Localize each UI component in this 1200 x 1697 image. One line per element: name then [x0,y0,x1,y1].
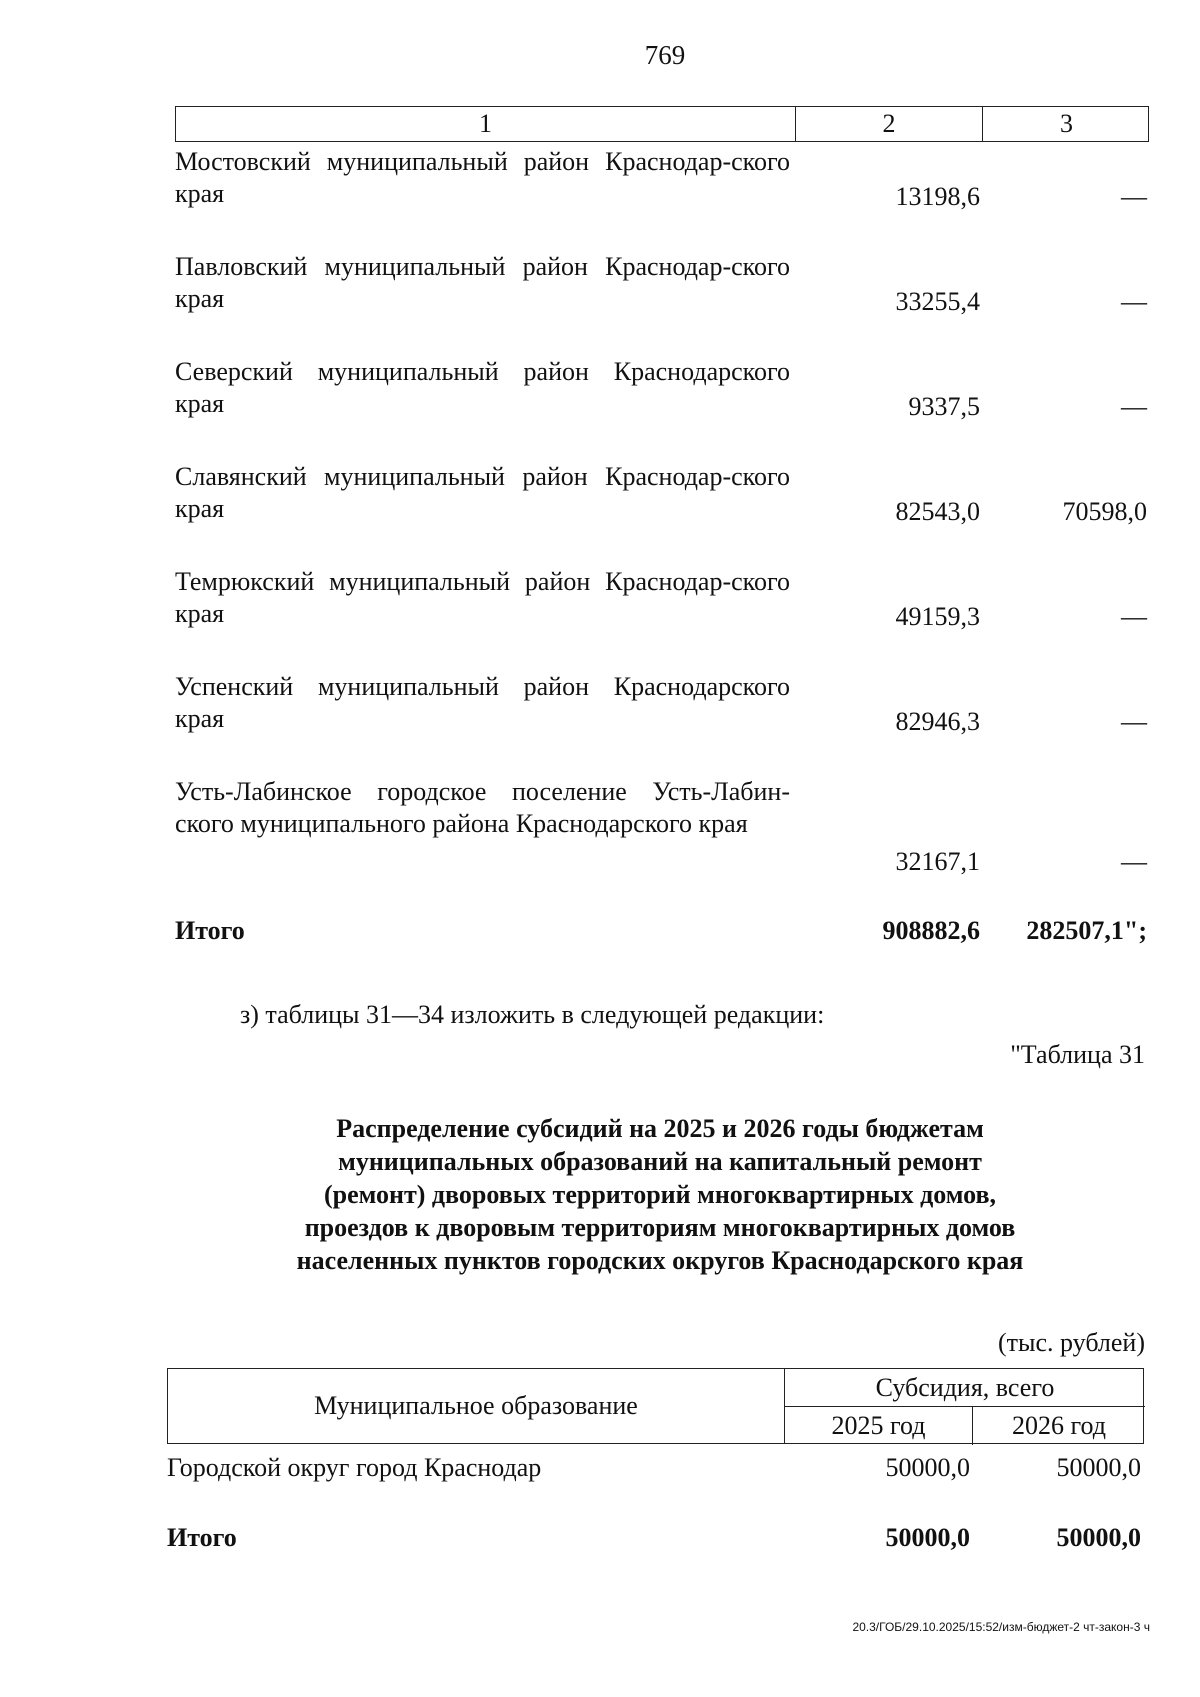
table2-header-year1: 2025 год [785,1407,973,1445]
table1-row-name: Северский муниципальный район Краснодарского края [175,357,790,418]
table1-row-value-col2: 32167,1 [895,847,980,876]
table1-row-value-col2: 82543,0 [895,497,980,526]
table1-total-col3: 282507,1"; [1026,916,1147,945]
table1-row-value-col3: — [1121,707,1147,736]
table1-header-col3: 3 [1060,109,1073,138]
table1-header-col2: 2 [796,107,983,141]
table-title [200,1112,1120,1277]
table1-total-label: Итого [175,916,245,945]
table2-row-year1: 50000,0 [885,1453,970,1482]
table1-row-value-col2: 13198,6 [895,182,980,211]
title-line: проездов к дворовым территориям многоквартирных домов [304,1213,1016,1242]
instruction-paragraph: з) таблицы 31—34 изложить в следующей редакции: [240,1000,825,1029]
table1-row-name: Успенский муниципальный район Краснодарского края [175,672,790,733]
table1-row-value-col2: 49159,3 [895,602,980,631]
table1-row-value-col2: 9337,5 [908,392,980,421]
title-line: Распределение субсидий на 2025 и 2026 годы бюджетам [336,1114,984,1143]
table2-total-year2: 50000,0 [1056,1523,1141,1552]
table1-row-value-col2: 82946,3 [895,707,980,736]
table2-total-year1: 50000,0 [885,1523,970,1552]
table1-header-col1: 1 [176,107,796,141]
table1-row-value-col2: 33255,4 [895,287,980,316]
table2-total-label: Итого [167,1523,237,1552]
table1-row-name: Славянский муниципальный район Краснодар-ского края [175,462,790,523]
table2-row-name: Городской округ город Краснодар [167,1453,542,1482]
table1-header [175,106,1149,142]
table1-row-value-col3: — [1121,602,1147,631]
units-label: (тыс. рублей) [997,1328,1145,1357]
document-code: 20.3/ГОБ/29.10.2025/15:52/изм-бюджет-2 чт-закон-3 ч [852,1620,1150,1634]
table1-row-value-col3: — [1121,847,1147,876]
table1-row-value-col3: — [1121,392,1147,421]
table1-row-name: Усть-Лабинское городское поселение Усть-Лабин-ского муниципального района Краснодарского края [175,777,790,838]
table-number-label: "Таблица 31 [1010,1040,1145,1069]
title-line: (ремонт) дворовых территорий многоквартирных домов, [323,1180,997,1209]
table1-row-value-col3: 70598,0 [1062,497,1147,526]
table1-row-value-col3: — [1121,182,1147,211]
title-line: муниципальных образований на капитальный ремонт [338,1147,982,1176]
table1-row-name: Мостовский муниципальный район Краснодар-ского края [175,147,790,208]
table2-header [167,1368,1144,1444]
table2-header-name: Муниципальное образование [168,1369,785,1443]
table2-header-subsidy: Субсидия, всего [785,1369,1145,1407]
table1-row-value-col3: — [1121,287,1147,316]
title-line: населенных пунктов городских округов Краснодарского края [296,1246,1024,1275]
table2-header-year2: 2026 год [1012,1411,1106,1440]
table1-total-col2: 908882,6 [882,916,980,945]
table1-row-name: Павловский муниципальный район Краснодар-ского края [175,252,790,313]
table1-row-name: Темрюкский муниципальный район Краснодар-ского края [175,567,790,628]
table2-row-year2: 50000,0 [1056,1453,1141,1482]
page-number: 769 [644,40,686,70]
